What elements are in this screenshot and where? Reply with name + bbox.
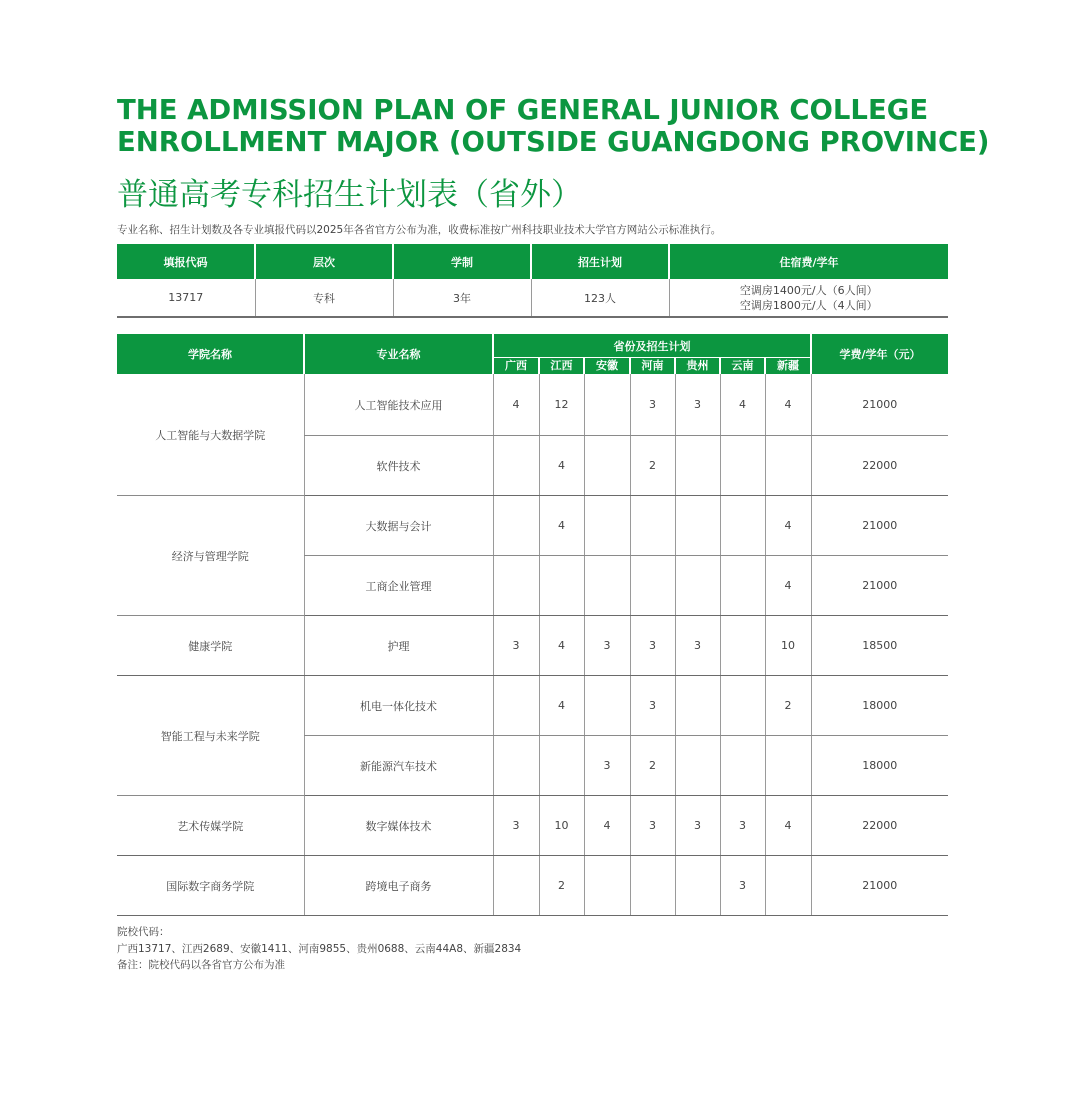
summary-table [117,244,948,318]
province-count: 3 [630,374,675,436]
province-count [584,556,630,616]
english-title [117,94,1017,158]
header-province [539,358,584,375]
header-province [584,358,630,375]
province-count: 3 [630,796,675,856]
major-name: 工商企业管理 [304,556,493,616]
english-title-line-2: ENROLLMENT MAJOR (OUTSIDE GUANGDONG PROVINCE) [117,126,990,158]
province-count [765,436,811,496]
province-count [493,676,539,736]
footer-code-list: 广西13717、江西2689、安徽1411、河南9855、贵州0688、云南44A8、新疆2834 [117,942,522,955]
province-count: 4 [539,676,584,736]
dorm-fee-4-person: 空调房1800元/人（4人间） [739,298,878,312]
major-name: 跨境电子商务 [304,856,493,916]
header-province [493,358,539,375]
college-name: 艺术传媒学院 [117,796,304,856]
province-count: 2 [765,676,811,736]
header-province-label: 贵州 [676,358,719,374]
province-count [765,856,811,916]
province-count [675,496,720,556]
province-count: 4 [765,556,811,616]
major-name: 人工智能技术应用 [304,374,493,436]
province-count [493,436,539,496]
province-count [584,374,630,436]
province-count: 3 [493,616,539,676]
province-count [720,556,765,616]
province-count [720,496,765,556]
province-count: 4 [493,374,539,436]
tuition-fee: 18000 [811,736,948,796]
province-count: 3 [630,676,675,736]
summary-header-duration: 学制 [393,244,531,279]
tuition-fee: 21000 [811,856,948,916]
province-count [493,736,539,796]
province-count [584,496,630,556]
province-count [493,556,539,616]
province-count [584,436,630,496]
header-fee: 学费/学年（元） [811,334,948,374]
summary-dorm [669,279,948,317]
major-name: 新能源汽车技术 [304,736,493,796]
college-name: 经济与管理学院 [117,496,304,616]
province-count: 4 [765,796,811,856]
table-row [117,676,948,736]
province-count [675,736,720,796]
tuition-fee: 21000 [811,496,948,556]
header-province-label: 广西 [494,358,538,374]
province-count [584,676,630,736]
plan-body [117,374,948,916]
province-count [630,856,675,916]
tuition-fee: 18500 [811,616,948,676]
province-count: 10 [765,616,811,676]
summary-code: 13717 [117,279,255,317]
summary-header-code: 填报代码 [117,244,255,279]
header-province-group: 省份及招生计划 [493,334,811,358]
plan-header-row [117,334,948,358]
province-count [630,496,675,556]
province-count [675,676,720,736]
province-count: 3 [720,856,765,916]
tuition-fee: 18000 [811,676,948,736]
table-row [117,856,948,916]
province-count [539,736,584,796]
header-province-label: 河南 [631,358,674,374]
province-count: 3 [675,796,720,856]
header-province [675,358,720,375]
college-name: 健康学院 [117,616,304,676]
province-count: 4 [539,436,584,496]
english-title-line-1: THE ADMISSION PLAN OF GENERAL JUNIOR COLLEGE [117,94,929,126]
summary-header-plan: 招生计划 [531,244,669,279]
tuition-fee: 21000 [811,556,948,616]
major-name: 数字媒体技术 [304,796,493,856]
header-province-label: 云南 [721,358,764,374]
province-count [765,736,811,796]
summary-value-row [117,279,948,317]
province-count: 4 [765,374,811,436]
province-count: 4 [720,374,765,436]
province-count: 10 [539,796,584,856]
header-college: 学院名称 [117,334,304,374]
summary-header-row [117,244,948,279]
major-name: 大数据与会计 [304,496,493,556]
table-row [117,796,948,856]
plan-table [117,334,948,916]
tuition-fee: 22000 [811,436,948,496]
top-note: 专业名称、招生计划数及各专业填报代码以2025年各省官方公布为准，收费标准按广州科技职业技术大学官方网站公示标准执行。 [117,224,722,236]
major-name: 软件技术 [304,436,493,496]
province-count [720,436,765,496]
header-province-label: 新疆 [766,358,810,374]
header-province [765,358,811,375]
province-count [493,856,539,916]
province-count [630,556,675,616]
province-count [493,496,539,556]
province-count [675,556,720,616]
summary-plan: 123人 [531,279,669,317]
footer-notes [117,924,521,974]
province-count: 4 [539,616,584,676]
province-count [720,616,765,676]
tuition-fee: 21000 [811,374,948,436]
province-count: 2 [539,856,584,916]
college-name: 国际数字商务学院 [117,856,304,916]
province-count: 4 [584,796,630,856]
province-count [720,736,765,796]
dorm-fee-6-person: 空调房1400元/人（6人间） [739,283,878,297]
major-name: 机电一体化技术 [304,676,493,736]
summary-level: 专科 [255,279,393,317]
header-province-label: 江西 [540,358,583,374]
header-province [630,358,675,375]
college-name: 人工智能与大数据学院 [117,374,304,496]
province-count: 2 [630,736,675,796]
province-count: 3 [720,796,765,856]
province-count [720,676,765,736]
province-count: 3 [584,616,630,676]
summary-header-dorm: 住宿费/学年 [669,244,948,279]
table-row [117,374,948,436]
province-count: 4 [539,496,584,556]
tuition-fee: 22000 [811,796,948,856]
province-count: 4 [765,496,811,556]
major-name: 护理 [304,616,493,676]
footer-code-label: 院校代码： [117,926,170,938]
summary-header-level: 层次 [255,244,393,279]
summary-duration: 3年 [393,279,531,317]
table-row [117,616,948,676]
chinese-title: 普通高考专科招生计划表（省外） [117,177,582,213]
province-count: 3 [630,616,675,676]
province-count [675,436,720,496]
footer-remark: 备注：院校代码以各省官方公布为准 [117,959,285,971]
header-province-label: 安徽 [585,358,629,374]
province-count [675,856,720,916]
province-count: 3 [584,736,630,796]
header-province [720,358,765,375]
province-count: 3 [675,374,720,436]
province-count: 3 [493,796,539,856]
header-major: 专业名称 [304,334,493,374]
province-count [584,856,630,916]
province-count [539,556,584,616]
province-count: 3 [675,616,720,676]
province-count: 2 [630,436,675,496]
college-name: 智能工程与未来学院 [117,676,304,796]
table-row [117,496,948,556]
province-count: 12 [539,374,584,436]
